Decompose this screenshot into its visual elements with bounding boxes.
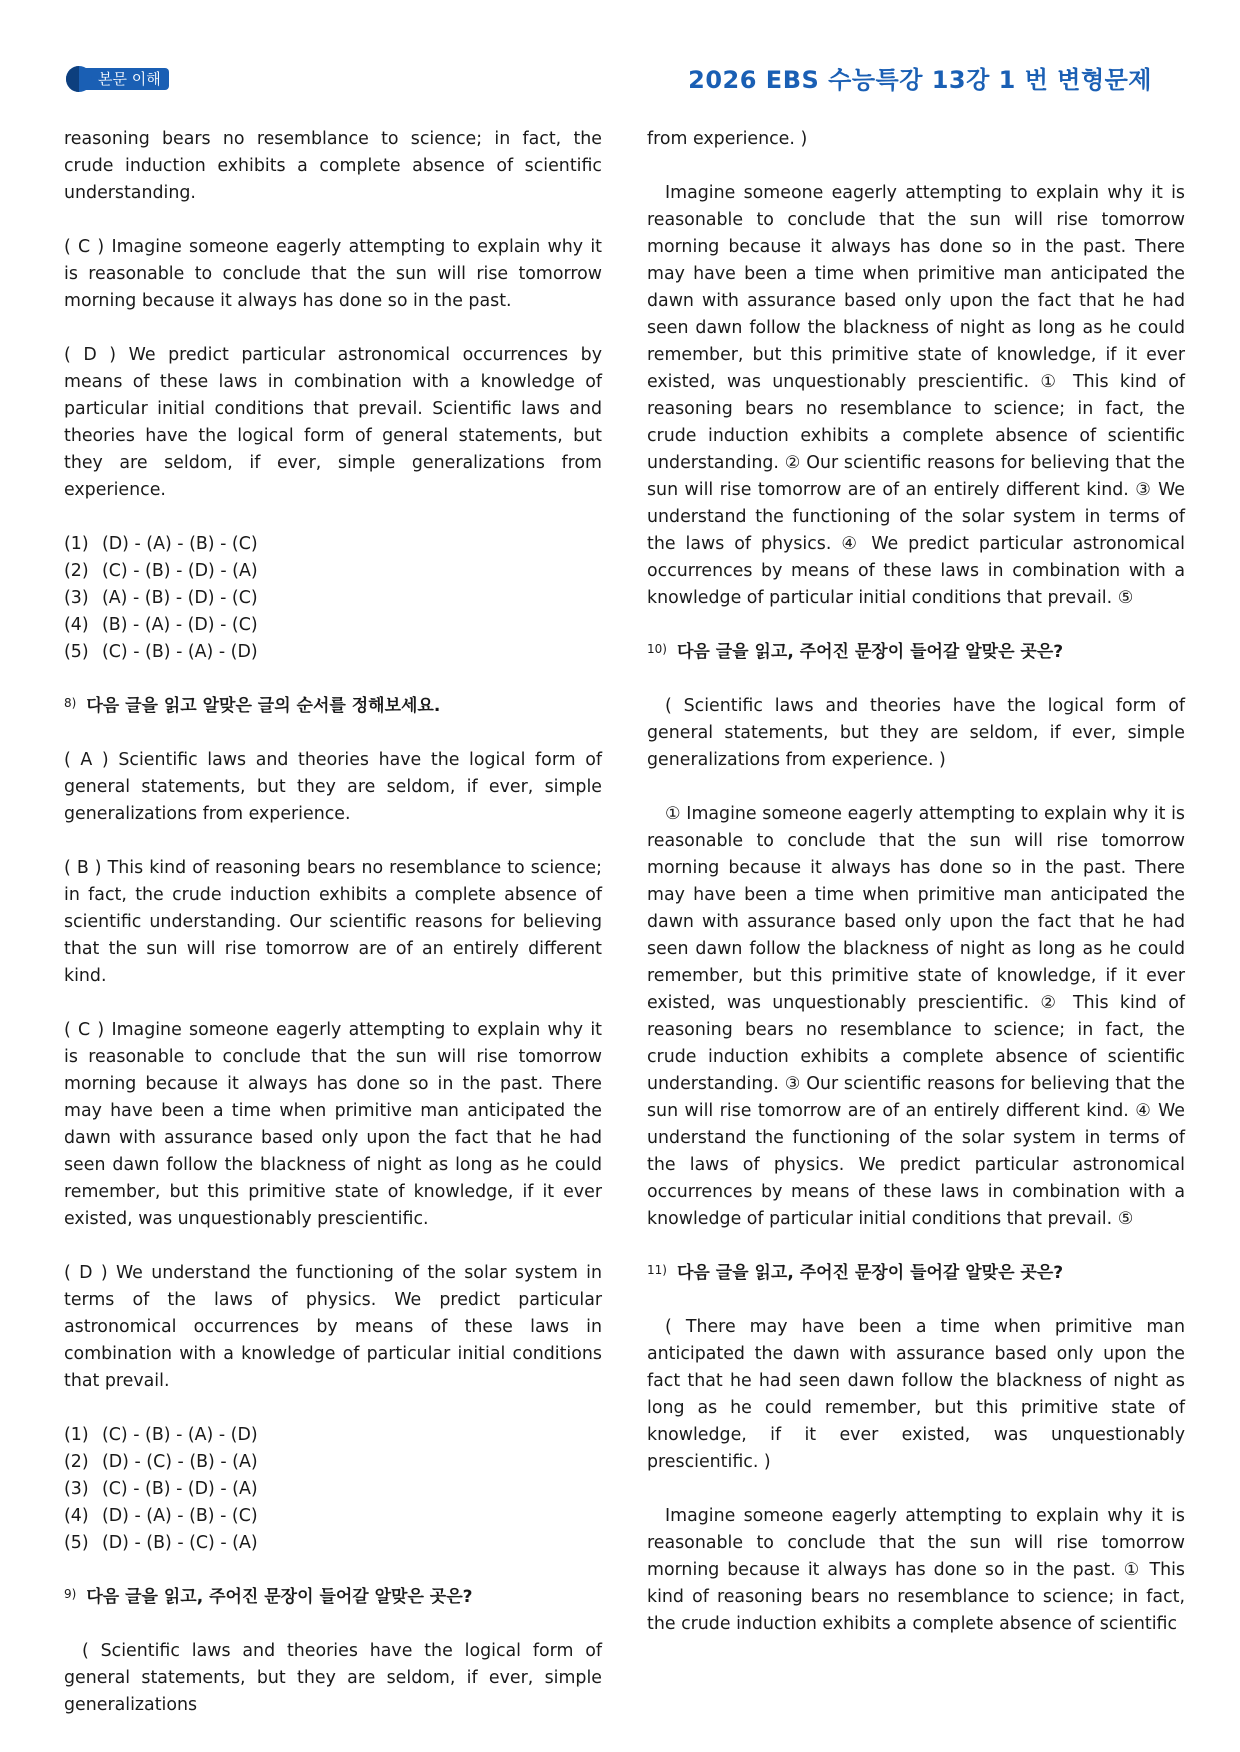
q11-passage: Imagine someone eagerly attempting to explain why it is reasonable to conclude that the sun will rise tomorrow morning because it always has done so in the past. ① This kind of reasoning bears no resemblance to science; in fact, the crude induction exhibits a complete absence of scientific (647, 1506, 1185, 1634)
q10-number: 10) (647, 642, 667, 656)
right-column (647, 126, 1185, 1665)
q9-number: 9) (64, 1587, 77, 1601)
q8-option[interactable]: (2) (D) - (C) - (B) - (A) (64, 1452, 258, 1472)
q8-option[interactable]: (4) (D) - (A) - (B) - (C) (64, 1506, 258, 1526)
q7-option[interactable]: (3) (A) - (B) - (D) - (C) (64, 588, 258, 608)
q10-title: $^{10)}$ 다음 글을 읽고, 주어진 문장이 들어갈 알맞은 곳은? (647, 642, 1064, 662)
left-column (64, 126, 602, 1719)
q8-option[interactable]: (3) (C) - (B) - (D) - (A) (64, 1479, 258, 1499)
half-circle-icon (66, 66, 92, 92)
q7-option[interactable]: (5) (C) - (B) - (A) - (D) (64, 642, 258, 662)
q8-option[interactable]: (1) (C) - (B) - (A) - (D) (64, 1425, 258, 1445)
q9-given-sentence: ( Scientific laws and theories have the logical form of general statements, but they are seldom, if ever, simple generalizations (64, 1641, 602, 1715)
section-badge-label: 본문 이해 (86, 68, 169, 90)
q9-given-sentence-continued: from experience. ) (647, 129, 808, 149)
q8-paragraph-d: ( D ) We understand the functioning of the solar system in terms of the laws of physics. We predict particular astronomical occurrences by means of these laws in combination with a knowledge of particular initial conditions that prevail. (64, 1263, 602, 1391)
q11-given-sentence: ( There may have been a time when primitive man anticipated the dawn with assurance based only upon the fact that he had seen dawn follow the blackness of night as long as he could remember, but this primitive state of knowledge, if it ever existed, was unquestionably prescientific. ) (647, 1317, 1185, 1472)
q8-number: 8) (64, 696, 77, 710)
q11-number: 11) (647, 1263, 667, 1277)
q7-option[interactable]: (1) (D) - (A) - (B) - (C) (64, 534, 258, 554)
q9-passage: Imagine someone eagerly attempting to explain why it is reasonable to conclude that the sun will rise tomorrow morning because it always has done so in the past. There may have been a time when primitive man anticipated the dawn with assurance based only upon the fact that he had seen dawn follow the blackness of night as long as he could remember, but this primitive state of knowledge, if it ever existed, was unquestionably prescientific. ① This kind of reasoning bears no resemblance to science; in fact, the crude induction exhibits a complete absence of scientific understanding. ② Our scientific reasons for believing that the sun will rise tomorrow are of an entirely different kind. ③ We understand the functioning of the solar system in terms of the laws of physics. ④ We predict particular astronomical occurrences by means of these laws in combination with a knowledge of particular initial conditions that prevail. ⑤ (647, 183, 1185, 608)
q10-given-sentence: ( Scientific laws and theories have the logical form of general statements, but they are seldom, if ever, simple generalizations from experience. ) (647, 696, 1185, 770)
q8-title: $^{8)}$ 다음 글을 읽고 알맞은 글의 순서를 정해보세요. (64, 696, 441, 716)
q11-title: $^{11)}$ 다음 글을 읽고, 주어진 문장이 들어갈 알맞은 곳은? (647, 1263, 1064, 1283)
q8-option[interactable]: (5) (D) - (B) - (C) - (A) (64, 1533, 258, 1553)
q8-paragraph-c: ( C ) Imagine someone eagerly attempting to explain why it is reasonable to conclude that the sun will rise tomorrow morning because it always has done so in the past. There may have been a time when primitive man anticipated the dawn with assurance based only upon the fact that he had seen dawn follow the blackness of night as long as he could remember, but this primitive state of knowledge, if it ever existed, was unquestionably prescientific. (64, 1020, 602, 1229)
q7-paragraph-d: ( D ) We predict particular astronomical occurrences by means of these laws in combination with a knowledge of particular initial conditions that prevail. Scientific laws and theories have the logical form of general statements, but they are seldom, if ever, simple generalizations from experience. (64, 345, 602, 500)
q7-option[interactable]: (4) (B) - (A) - (D) - (C) (64, 615, 258, 635)
q9-title: $^{9)}$ 다음 글을 읽고, 주어진 문장이 들어갈 알맞은 곳은? (64, 1587, 473, 1607)
q8-options (64, 1422, 602, 1557)
q7-options (64, 531, 602, 666)
q7-option[interactable]: (2) (C) - (B) - (D) - (A) (64, 561, 258, 581)
q7-passage-continued: reasoning bears no resemblance to science; in fact, the crude induction exhibits a complete absence of scientific understanding. (64, 129, 602, 203)
page-header (0, 0, 1240, 110)
q8-paragraph-a: ( A ) Scientific laws and theories have the logical form of general statements, but they are seldom, if ever, simple generalizations from experience. (64, 750, 602, 824)
page-title: 2026 EBS 수능특강 13강 1 번 변형문제 (688, 66, 1152, 94)
q7-paragraph-c: ( C ) Imagine someone eagerly attempting to explain why it is reasonable to conclude that the sun will rise tomorrow morning because it always has done so in the past. (64, 237, 602, 311)
q10-passage: ① Imagine someone eagerly attempting to explain why it is reasonable to conclude that the sun will rise tomorrow morning because it always has done so in the past. There may have been a time when primitive man anticipated the dawn with assurance based only upon the fact that he had seen dawn follow the blackness of night as long as he could remember, but this primitive state of knowledge, if it ever existed, was unquestionably prescientific. ② This kind of reasoning bears no resemblance to science; in fact, the crude induction exhibits a complete absence of scientific understanding. ③ Our scientific reasons for believing that the sun will rise tomorrow are of an entirely different kind. ④ We understand the functioning of the solar system in terms of the laws of physics. We predict particular astronomical occurrences by means of these laws in combination with a knowledge of particular initial conditions that prevail. ⑤ (647, 804, 1185, 1229)
section-badge (66, 66, 169, 92)
q8-paragraph-b: ( B ) This kind of reasoning bears no resemblance to science; in fact, the crude induction exhibits a complete absence of scientific understanding. Our scientific reasons for believing that the sun will rise tomorrow are of an entirely different kind. (64, 858, 602, 986)
